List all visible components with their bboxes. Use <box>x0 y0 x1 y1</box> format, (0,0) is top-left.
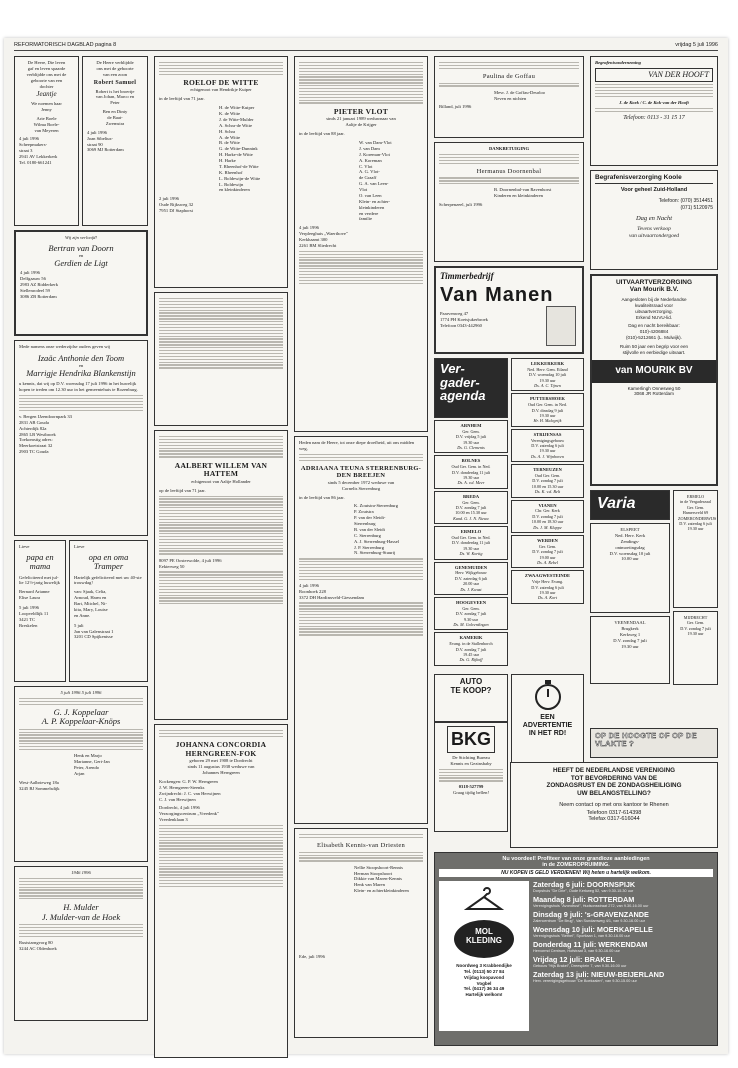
schedule-day-location: Hervormd Centrum, Hofstraat 3, van 9.30-16.00 uur <box>533 949 620 954</box>
agenda-speaker: Ds. K. v.d. Belt <box>534 489 561 495</box>
agenda-speaker: Ds. A. Kort <box>537 595 557 601</box>
wife-name: A. P. Koppelaar-Knöps <box>41 716 121 727</box>
agenda-speaker: Ds. M. Golverdingen <box>453 621 489 627</box>
schedule-day-location: Gebouw "Hijs Brakel", Dreesplein 7, van 9.30-16.00 uur <box>533 964 627 969</box>
birth-notice-jeantje <box>14 56 79 226</box>
agenda-item <box>511 464 584 497</box>
vergaderagenda-left <box>434 358 508 670</box>
conjunction: en <box>78 253 84 259</box>
congrats-signers: van: Sjaak, Celia, Arnoud, Harm en Bart, Mitchel, Ni- kita, Mary, Louise en Anne. <box>74 589 108 618</box>
vergaderagenda-row <box>434 358 584 670</box>
text-lines <box>19 698 143 705</box>
fiancee-name: Gerdien de Ligt <box>54 258 108 269</box>
agenda-speaker: Ds. G. Clements <box>457 445 485 450</box>
agenda-item <box>511 393 584 426</box>
wife-name: J. Mulder-van de Hoek <box>41 911 121 922</box>
agenda-place: BREDA <box>462 493 480 499</box>
agenda-place: HOOGEVEEN <box>455 599 487 605</box>
schedule-day-location: Zalencentrum "De Brug", Van Sundamweg 4/1, van 9.30-16.00 uur <box>533 919 645 924</box>
agenda-item <box>434 491 508 524</box>
ad-headline: OP DE HOOGTE OF OP DE VLAKTE ? <box>595 731 697 748</box>
anniversary-koppelaar <box>14 686 148 862</box>
deceased-relation: echtgenoot van Hendrikje Kuiper <box>190 87 252 93</box>
ad-subtitle: Voor geheel Zuid-Holland <box>620 187 688 194</box>
vergaderagenda-right-list <box>511 358 584 670</box>
ad-phone: Telefoon 0317-614398 Telefax 0317-616044 <box>586 810 642 823</box>
notice-address: Scherpenzeel, juli 1996 <box>439 202 483 208</box>
agenda-details: Oud Ger. Gem. in Ned. D.V. dinsdag 9 juli 19.30 uur <box>528 402 567 418</box>
agenda-speaker: Ds. A. C. Tijnen <box>534 383 561 388</box>
text-lines <box>159 571 283 604</box>
agenda-place: ARNHEM <box>460 423 482 428</box>
agenda-details: Chr. Ger. Kerk D.V. zondag 7 juli 10.00 en 18.30 uur <box>531 508 564 525</box>
congrats-heading: Lieve <box>19 544 30 549</box>
ad-slogan: Ruim 50 jaar een begrip voor een stijlvolle en eerbiedige uitvaart. <box>619 344 689 355</box>
clothes-hanger-icon <box>464 887 504 913</box>
wedding-text: u kennis, dat wij op D.V. woensdag 17 juli 1996 in het huwelijk hopen te treden om 12.30 uur in het gemeentehuis te Rozenburg. <box>19 381 138 393</box>
deceased-name: JOHANNA CONCORDIA HERNGREEN-FOK <box>175 740 267 758</box>
deceased-age: in de leeftijd van 71 jaar. <box>159 96 205 102</box>
schedule-day <box>533 971 713 984</box>
deceased-age: in de leeftijd van 88 jaar. <box>299 131 345 137</box>
obituary-johanna-herngreen <box>154 724 288 1058</box>
company-address: Kamerlingh Onnesweg 50 3068 JR Rotterdam <box>627 385 681 397</box>
agenda-speaker: Ds. J. Kwast <box>460 586 482 592</box>
agenda-item <box>434 526 508 559</box>
agenda-details: Ger. Gem. D.V. zondag 7 juli 10.00 en 15.30 uur <box>455 499 487 516</box>
congrats-address: 5 juli Jan van Galenstraat 1 3201 CD Spijkenisse <box>74 622 114 640</box>
text-lines <box>299 558 423 580</box>
company-phone: Telefoon: (070) 3514451 (071) 5120975 <box>658 198 713 211</box>
notice-elisabeth-kennis <box>294 828 428 1038</box>
vergaderagenda-banner <box>434 358 508 418</box>
text-lines <box>439 154 579 164</box>
agenda-item <box>434 562 508 595</box>
text-lines <box>299 852 423 862</box>
deceased-relation: sinds 21 januari 1989 weduwnaar van Aaltje de Krijger <box>326 116 396 128</box>
deceased-relation: echtgenoot van Aaltje Hollander <box>191 478 251 484</box>
agenda-speaker: Ds. A. J. Wijnhoven <box>531 453 564 459</box>
schedule-day-location: Herv. verenigingsgebouw "De Boekzalen", van 9.30-15.00 uur <box>533 979 637 984</box>
agenda-details: Vrije Herv. Evang. D.V. zaterdag 6 juli 19.30 uur <box>531 579 564 595</box>
parents-names: Arie Boele Wilma Boele- van Meyeren <box>33 115 60 133</box>
deceased-details: geboren 29 mei 1908 te Dordrecht sinds 11 augustus 1938 weduwe van Johannes Herngreen <box>187 758 255 776</box>
company-name: Begrafenisverzorging Koole <box>595 174 713 184</box>
schedule-day-title: Dinsdag 9 juli: 's-GRAVENZANDE <box>533 909 649 919</box>
text-lines <box>159 62 283 75</box>
family-names: Kockengen: G. P. W. Herngreen J. W. Herngreen-Steenks Zwijndrecht: J. C. van Herwijnen C. J. van Herwijnen <box>159 778 221 802</box>
agenda-details: Ger. Gem. D.V. zondag 7 juli 9.30 uur <box>455 605 487 622</box>
agenda-speaker: Ds. G. Rijkoff <box>459 657 483 663</box>
agenda-item <box>511 429 584 462</box>
schedule-day-title: Donderdag 11 juli: WERKENDAM <box>533 939 648 949</box>
obituary-address: 8097 PE Oosterwolde, 4 juli 1996 Eekterweg 50 <box>159 557 222 569</box>
agenda-place: ZWAAGWESTEINDE <box>524 573 571 579</box>
agenda-details: Herv. Wijkgebouw D.V. zaterdag 6 juli 20.00 uur <box>454 570 488 587</box>
husband-name: G. J. Koppelaar <box>53 706 109 717</box>
mol-address: Noordweg 3 Krabbendijke Tel. (0113) 50 27 84 Vrijdag koopavond Vogbel Tel. (0417) 36 34 49 Hartelijk welkom! <box>456 963 512 998</box>
mol-schedule <box>529 881 717 1031</box>
agenda-item <box>434 632 508 665</box>
ad-footer: Tevens verkoop van uitvaartondergoed <box>628 226 680 240</box>
agenda-item <box>511 358 584 391</box>
text-lines <box>299 251 423 284</box>
deceased-name: PIETER VLOT <box>333 106 389 116</box>
bkg-subtitle: De Stichting Bureau Kennis en Gezinsbaby <box>450 755 492 766</box>
deceased-name: AALBERT WILLEM VAN HATTEM <box>174 460 268 479</box>
congrats-papa-mama <box>14 540 66 682</box>
text-lines <box>19 729 143 751</box>
column-1 <box>14 56 148 1021</box>
notice-text: De Heere verblijdde ons met de geboorte van een zoon <box>96 60 134 77</box>
company-logo: van MOURIK BV <box>592 360 716 383</box>
agenda-details: Oud Ger. Gem. in Ned. D.V. donderdag 11 juli 19.30 uur <box>451 535 491 551</box>
text-lines <box>159 496 283 555</box>
notice-address: 4 juli 1996 Scheepmakers- straat 3 2941 AV Lekkerkerk Tel. 0180-661241 <box>19 136 58 165</box>
agenda-place: GENEMUIDEN <box>454 564 488 570</box>
groom-name: Izaäc Anthonie den Toom <box>37 352 125 363</box>
obituary-address: 2 juli 1996 Oude Rijksweg 32 7951 DJ Staphorst <box>159 196 194 214</box>
paper-title: REFORMATORISCH DAGBLAD pagina 8 <box>14 42 117 48</box>
agenda-place: PUTTERSHOEK <box>530 396 565 402</box>
agenda-place: ERMELO <box>460 529 482 535</box>
text-lines <box>595 84 713 97</box>
deceased-name: Elisabeth Kennis-van Driesten <box>316 842 406 850</box>
ad-text: Aangesloten bij de Nederlandse kwaliteitsraad voor uitvaartverzorging. Erkend NUVU-lid. <box>621 296 687 320</box>
deceased-name: ROELOF DE WITTE <box>183 77 259 87</box>
parents-names: Ben en Dinty de Baat- Zwemstra <box>102 109 128 126</box>
ad-headline: EEN ADVERTENTIE IN HET RD! <box>522 713 573 737</box>
agenda-details: Verenigingsgebouw D.V. zaterdag 6 juli 19.30 uur <box>530 437 565 454</box>
schedule-day-title: Zaterdag 6 juli: DOORNSPIJK <box>533 880 636 889</box>
mol-logo-block <box>439 881 529 1031</box>
varia-veenendaal: VEENENDAAL Brugkerk Kerkweg 1 D.V. zondag 7 juli 19.30 uur <box>590 616 670 684</box>
obituary-address: 4 juli 1996 Roonhoek 228 3372 DH Hardinxveld-Giessendam <box>299 582 365 600</box>
ad-subheadline: NU KOPEN IS GELD VERDIENEN! Wij heten u hartelijk welkom. <box>439 869 713 877</box>
engagement-heading: Wij zijn verloofd! <box>65 235 97 240</box>
child-name: Jeantje <box>36 90 57 99</box>
notice-address: Ede, juli 1996 <box>299 954 325 959</box>
company-name: Van Manen <box>440 283 554 306</box>
agenda-details: Ger. Gem. D.V. zondag 7 juli 19.00 uur <box>532 543 563 560</box>
varia-elspeet: ELSPEET Ned. Herv. Kerk Zendings- ontmoetingsdag D.V. woensdag 10 juli 10.00 uur <box>590 523 670 613</box>
schedule-day-location: Verenigingshuis "Bethel", Sportlaan 1, van 9.30-16.00 uur <box>533 934 630 939</box>
agenda-place: BOLNES <box>461 458 481 464</box>
wedding-notice <box>14 340 148 536</box>
wedding-address: v. Bergen IJzendoornpark 33 2831 AB Gouda Achterdijk 82a 2865 LB Westbroek Toekomstig adres: Meerkoetstraat 32 2903 TC Gouda <box>19 413 72 455</box>
ad-koole <box>590 170 718 270</box>
banner-line: gader- <box>440 374 480 390</box>
family-names: K. Zoutstra-Sterrenburg P. Zoutstra P. van der Sleidt- Sterrenburg B. van der Sleidt C. Sterrenburg A. J. Sterrenburg-Hassel J. P. Sterrenburg N. Sterrenburg-Stuurij <box>354 503 400 556</box>
company-phone: Dag en nacht bereikbaar: 010)-4206884 (010)-5212661 (L. Mulwijk). <box>626 323 682 341</box>
deceased-name: Paulina de Goffau <box>482 73 536 81</box>
text-lines <box>439 769 503 782</box>
varia-banner: Varia <box>590 490 670 520</box>
anniversary-dates: 1946 1996 <box>71 870 91 875</box>
conjunction: en <box>78 363 84 369</box>
newspaper-page <box>4 38 728 1054</box>
schedule-day-location: Verenigingshuis "Avondrust", Hudsonsstraat 272, van 9.30-16.00 uur <box>533 904 649 909</box>
congrats-opa-oma <box>69 540 148 682</box>
agenda-details: Oud Ger. Gem. in Ned. D.V. donderdag 11 juli 19.30 uur <box>451 464 491 480</box>
deceased-relation: sinds 5 december 1972 weduwe van Cornelis Sterrenburg <box>327 479 395 491</box>
engagement-address: 4 juli 1996 Delfgaauw 56 2983 AZ Ridderkerk Stellenrodeel 59 3086 ZB Rotterdam <box>20 270 59 299</box>
bkg-phone: 0318-527799 <box>458 783 484 789</box>
text-lines <box>439 62 579 69</box>
congrats-text: Gefeliciteerd met jul- lie 12½-jarig huwelijk <box>19 574 60 586</box>
schedule-day <box>533 896 713 909</box>
agenda-item <box>434 597 508 630</box>
column-2 <box>154 56 288 1058</box>
family-names: Nellie Stoopshoort-Rennis Herman Stoopshoort Dikkie van Maren-Kennis Henk van Maren Klein- en achterkleinkinderen <box>354 864 409 894</box>
agenda-details: Ned. Herv. Gem. Eiland D.V. woensdag 10 juli 19.30 uur <box>527 366 568 383</box>
engagement-notice <box>14 230 148 336</box>
issue-date: vrijdag 5 juli 1996 <box>675 42 718 48</box>
children-names: Henk en Marjo Marianne, Gert-Jan Peter, Arendo Arjan <box>74 753 110 776</box>
deceased-age: in de leeftijd van 86 jaar. <box>299 494 345 500</box>
notice-address: Billand, juli 1996 <box>439 104 472 110</box>
schedule-day-title: Zaterdag 13 juli: NIEUW-BEIJERLAND <box>533 969 665 979</box>
ad-van-mourik <box>590 274 718 486</box>
agenda-place: STRIJENSAS <box>533 431 562 437</box>
deceased-name: ADRIAANA TEUNA STERRENBURG-DEN BREEJEN <box>300 464 422 480</box>
column-3 <box>294 56 428 1038</box>
agenda-details: Oud Ger. Gem. D.V. zondag 7 juli 10.00 en 15.30 uur <box>531 473 564 489</box>
agenda-item <box>511 500 584 533</box>
agenda-speaker: Hr. H. Malegrijk <box>533 418 562 424</box>
obituary-aalbert-van-hattem <box>154 430 288 720</box>
anniversary-dates: 5 juli 1996 5 juli 1996 <box>60 690 102 695</box>
family-names: W. van Dam-Vlot J. van Dam J. Koreman-Vlot A. Koreman C. Vlot A. G. Vlot- de Graaff G. A. van Leen- Vlot O. van Leen Klein- en achter- kleinkinderen en verdere familie <box>359 140 392 222</box>
page-header <box>14 42 718 51</box>
family-names: H. de Witte-Kuiper K. de Witte J. de Witte-Mulder A. Schra-de Witte H. Schra A. de Witte B. de Witte G. de Witte-Dunnink H. Harke-de Witte H. Harke T. Rheenhof-de Witte K. Rheenhof L. Boldewijn-de Witte L. Boldewijn en kleinkinderen <box>219 105 261 193</box>
schedule-day-title: Maandag 8 juli: ROTTERDAM <box>533 894 635 904</box>
child-name: Robert Samuel <box>93 79 137 86</box>
dankbetuiging-doornenbal <box>434 142 584 262</box>
congrats-row <box>14 540 148 682</box>
ad-slogan: Dag en Nacht <box>635 215 673 223</box>
schedule-day <box>533 881 713 894</box>
ad-van-der-hooft <box>590 56 718 166</box>
text-lines <box>159 298 283 369</box>
schedule-day <box>533 941 713 954</box>
congrats-signers: Bernard Arianne Elise Laura <box>19 589 50 601</box>
agenda-details: Evang. in de Stallenborch D.V. zondag 7 juli 19.45 uur <box>449 641 493 657</box>
text-lines <box>299 834 423 838</box>
bkg-logo: BKG <box>447 726 495 753</box>
ad-contact: Neem contact op met ons kantoor te Rhenen <box>559 802 669 809</box>
schedule-day-title: Woensdag 10 juli: MOERKAPELLE <box>533 924 653 934</box>
congrats-names: opa en oma Tramper <box>88 551 129 572</box>
obituary-adriaana-sterrenburg <box>294 436 428 824</box>
obituary-heading: Heden nam de Heere, tot onze diepe droefheid, uit ons midden weg, <box>299 440 415 451</box>
company-phone: Telefoon: 0113 - 31 15 17 <box>623 115 685 122</box>
varia-left <box>590 490 670 686</box>
text-lines <box>299 62 423 104</box>
ad-zondagsrust-vereniging[interactable] <box>510 762 718 848</box>
ad-op-de-hoogte[interactable] <box>590 728 718 758</box>
congrats-heading: Lieve <box>74 544 85 549</box>
agenda-item <box>434 420 508 453</box>
company-name: UITVAARTVERZORGING Van Mourik B.V. <box>615 279 693 294</box>
varia-right <box>673 490 718 686</box>
agenda-speaker: Ds. A. v.d. Meer <box>457 480 485 486</box>
bkg-note: Graag tijdig bellen! <box>453 789 489 795</box>
agenda-speaker: Ds. A. Rebel <box>537 559 558 565</box>
ad-heading: Timmerbedrijf <box>440 271 494 281</box>
agenda-item <box>511 570 584 603</box>
text-lines <box>299 602 423 635</box>
ad-headline: HEEFT DE NEDERLANDSE VERENIGING TOT BEVORDERING VAN DE ZONDAGSRUST EN DE ZONDAGSHEILIGING UW BELANGSTELLING? <box>546 767 682 797</box>
agenda-speaker: Ds. J. M. Kluppe <box>533 524 562 530</box>
stopwatch-icon <box>531 678 565 712</box>
fiance-name: Bertran van Doorn <box>48 242 114 253</box>
schedule-day <box>533 911 713 924</box>
agenda-place: KAMERIK <box>459 635 483 641</box>
agenda-item <box>511 535 584 568</box>
text-lines <box>439 177 579 184</box>
text-lines <box>19 924 143 937</box>
ad-mol-kleding[interactable] <box>434 852 718 1046</box>
congrats-address: 5 juli 1996 Loopveldlijk 11 3421 TC Breskelen <box>19 605 49 628</box>
congrats-names: papa en mama <box>26 551 54 572</box>
text-lines <box>159 436 283 458</box>
obituary-pieter-vlot <box>294 56 428 432</box>
anniversary-address: Ruststarngvorg 80 3244 AC Oldenhoek <box>19 939 57 951</box>
notice-subtext: Robert is het broertje van Johan, Marco en Peter <box>95 88 135 106</box>
text-lines <box>19 395 143 411</box>
congrats-text: Hartelijk gefeliciteerd met uw 40-ste trouwdag! <box>74 574 142 586</box>
schedule-day <box>533 956 713 969</box>
funeral-information <box>154 292 288 426</box>
varia-row <box>590 490 718 686</box>
company-address: Paarvenweg 47 1774 PH Koetsjukerbroek Telefoon 0343-442960 <box>440 311 488 328</box>
vergaderagenda-left-list <box>434 420 508 668</box>
birth-row <box>14 56 148 226</box>
deceased-name: Hermanus Doornenbal <box>476 167 542 175</box>
text-lines <box>595 108 713 112</box>
notice-text: De Heere, Die leven gaf en leven spaarde verblijdde ons met de geboorte van een dochter <box>26 60 67 89</box>
notice-subtext: We noemen haar Jenny <box>31 101 62 112</box>
family-names: Mevr. J. de Goffau-Deurloo Neven en nichten <box>494 89 546 101</box>
family-names: B. Doornenbal-van Ravenhorst Kinderen en kleinkinderen <box>494 187 552 199</box>
ad-bkg[interactable] <box>434 722 508 832</box>
text-lines <box>299 454 423 461</box>
notice-paulina-de-goffau <box>434 56 584 138</box>
mol-logo: MOL KLEDING <box>454 920 514 958</box>
ad-headline: Nu voordeel! Profiteer van onze grandioze aanbiedingen in de ZOMEROPRUIMING. <box>502 856 650 868</box>
husband-name: H. Mulder <box>63 902 99 913</box>
schedule-day-location: Dorpshuis "De Drie", Oude Kerkweg 52, van 9.30-15.30 uur <box>533 889 634 894</box>
agenda-speaker: Ds. W. Kortig <box>459 551 483 557</box>
agenda-details: Ger. Gem. D.V. vrijdag 5 juli 19.30 uur <box>455 428 487 445</box>
schedule-day-title: Vrijdag 12 juli: BRAKEL <box>533 954 615 964</box>
notice-address: 4 juli 1996 Joan Sibelius- straat 90 3069 MJ Rotterdam <box>87 129 124 153</box>
agenda-place: TERNEUZEN <box>533 467 562 473</box>
varia-ermelo: ERMELO in de Vergaderzaal Ger. Gem. Hamersveld 69 ZOMERONDERWIJS D.V. zaterdag 6 juli 19.30 uur <box>673 490 718 608</box>
agenda-speaker: Kand. G. J. N. Nieuw <box>453 515 489 521</box>
banner-line: Ver- <box>440 361 465 376</box>
anniversary-mulder <box>14 866 148 1021</box>
ad-een-advertentie[interactable] <box>511 674 584 776</box>
company-name: VAN DER HOOFT <box>595 68 713 82</box>
logo-icon <box>546 306 576 346</box>
text-lines <box>439 83 579 87</box>
agenda-place: WERDEN <box>537 537 558 543</box>
bride-name: Marrigje Hendrika Blankenstijn <box>26 368 136 379</box>
obituary-address: Dordrecht, 4 juli 1996 Verzorgingscentrum „Vreedenk" Vreedenklaan 3 <box>159 805 219 823</box>
obituary-roelof-de-witte <box>154 56 288 288</box>
text-lines <box>19 878 143 900</box>
wedding-heading: Mede namens onze wederzijdse ouders geven wij <box>19 344 111 349</box>
column-5 <box>590 56 718 686</box>
dankbetuiging-heading: DANKBETUIGING <box>488 146 530 151</box>
agenda-item <box>434 455 508 488</box>
anniversary-address: West-Aalbrieweg 18a 3245 BJ Sommelsdijk <box>19 779 60 791</box>
text-lines <box>159 825 283 887</box>
column-4 <box>434 56 584 832</box>
ad-timmerbedrijf-van-manen <box>434 266 584 354</box>
birth-notice-robert <box>82 56 148 226</box>
ad-headline: AUTO TE KOOP? <box>450 677 492 695</box>
obituary-address: 4 juli 1996 Verpleeghuis „Waerthove" Kerkhaamt 300 2261 BM Sliedrecht <box>299 225 348 248</box>
agenda-place: LEKKERKERK <box>530 361 565 366</box>
agenda-place: VIANEN <box>538 502 557 508</box>
schedule-day <box>533 926 713 939</box>
banner-line: agenda <box>440 388 486 404</box>
ad-auto-te-koop[interactable] <box>434 674 508 722</box>
deceased-age: op de leeftijd van 71 jaar. <box>159 487 206 493</box>
varia-mijdrecht: MIJDRECHT Ger. Gem. D.V. zondag 7 juli 19.30 uur <box>673 611 718 685</box>
ad-heading: Begrafenisonderneming <box>595 60 641 65</box>
company-contact: J. de Koek / C. de Kok-van der Hooft <box>619 99 689 105</box>
text-lines <box>159 730 283 737</box>
